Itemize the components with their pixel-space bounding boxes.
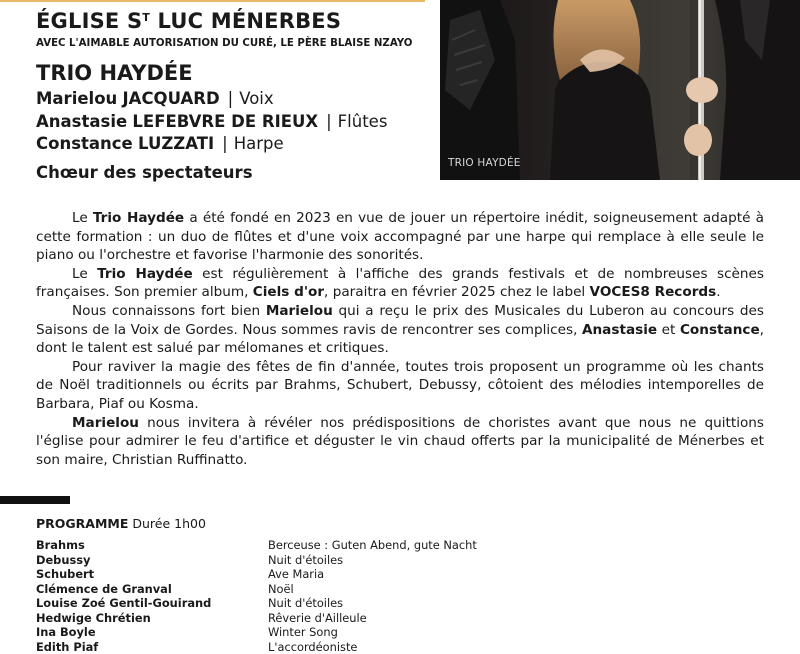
paragraph-text: Le	[72, 210, 93, 226]
highlight-text: Marielou	[72, 415, 139, 431]
church-title: ÉGLISE $S^T$ LUC MÉNERBES	[36, 9, 341, 33]
member-flute: Anastasie LEFEBVRE DE RIEUX | Flûtes	[36, 112, 387, 131]
program-work: L'accordéoniste	[268, 640, 357, 654]
program-composer: Edith Piaf	[36, 640, 98, 654]
paragraph-text: et	[657, 322, 680, 338]
authorization-line: AVEC L'AIMABLE AUTORISATION DU CURÉ, LE PÈRE BLAISE NZAYO	[36, 38, 412, 49]
highlight-text: Anastasie	[582, 322, 657, 338]
paragraph	[36, 302, 764, 358]
section-divider	[0, 496, 70, 504]
trio-photo	[440, 0, 800, 180]
paragraph	[36, 209, 764, 265]
paragraph-text: nous invitera à révéler nos prédispositions de choristes avant que nous ne quittions l'église pour admirer le feu d'artifice et déguster le vin chaud offerts par la municipalité de Ménerbes et son maire, Christian Ruffinatto.	[36, 415, 764, 468]
program-composer: Brahms	[36, 538, 85, 552]
program-row	[36, 582, 736, 597]
highlight-text: VOCES8 Records	[590, 284, 717, 300]
paragraph-text: qui a reçu le prix des Musicales du Luberon au concours des Saisons de la Voix de Gordes. Nous sommes ravis de rencontrer ses complices,	[36, 303, 764, 338]
program-list	[36, 538, 736, 654]
highlight-text: Marielou	[266, 303, 333, 319]
program-composer: Hedwige Chrétien	[36, 611, 151, 625]
member-harp: Constance LUZZATI | Harpe	[36, 134, 284, 153]
presentation-text	[36, 209, 764, 469]
paragraph-text: Le	[72, 266, 97, 282]
photo-caption: TRIO HAYDÉE	[448, 157, 521, 169]
top-accent-rule	[0, 0, 425, 2]
trio-photo-illustration	[440, 0, 800, 180]
program-row	[36, 553, 736, 568]
program-row	[36, 567, 736, 582]
program-heading: PROGRAMME Durée 1h00	[36, 516, 206, 531]
program-composer: Debussy	[36, 553, 90, 567]
program-work: Ave Maria	[268, 567, 324, 581]
program-work: Winter Song	[268, 625, 338, 639]
program-work: Rêverie d'Ailleule	[268, 611, 367, 625]
program-row	[36, 640, 736, 654]
program-composer: Clémence de Granval	[36, 582, 172, 596]
paragraph-text: est régulièrement à l'affiche des grands festivals et de nombreuses scènes françaises. Son premier album,	[36, 266, 764, 301]
paragraph-text: , paraitra en février 2025 chez le label	[324, 284, 589, 300]
program-work: Nuit d'étoiles	[268, 553, 343, 567]
highlight-text: Trio Haydée	[97, 266, 193, 282]
program-row	[36, 625, 736, 640]
program-duration: Durée 1h00	[132, 516, 206, 531]
paragraph-text: Nous connaissons fort bien	[72, 303, 266, 319]
program-row	[36, 538, 736, 553]
program-work: Noël	[268, 582, 294, 596]
paragraph-text: a été fondé en 2023 en vue de jouer un répertoire inédit, soigneusement adapté à cette formation : un duo de flûtes et d'une voix accompagné par une harpe qui remplace à elle seule le piano ou l'orchestre et favorise l'harmonie des sonorités.	[36, 210, 764, 263]
paragraph-text: Pour raviver la magie des fêtes de fin d'année, toutes trois proposent un programme où les chants de Noël traditionnels ou écrits par Brahms, Schubert, Debussy, côtoient des mélodies intemporelles de Barbara, Piaf ou Kosma.	[36, 359, 764, 412]
program-row	[36, 596, 736, 611]
ensemble-title: TRIO HAYDÉE	[36, 61, 193, 85]
highlight-text: Constance	[680, 322, 760, 338]
program-composer: Schubert	[36, 567, 94, 581]
member-voice: Marielou JACQUARD | Voix	[36, 89, 274, 108]
highlight-text: Ciels d'or	[253, 284, 324, 300]
paragraph	[36, 265, 764, 302]
paragraph-text: .	[716, 284, 720, 300]
program-work: Berceuse : Guten Abend, gute Nacht	[268, 538, 477, 552]
paragraph	[36, 358, 764, 414]
paragraph	[36, 414, 764, 470]
program-composer: Ina Boyle	[36, 625, 96, 639]
paragraph-text: , dont le talent est salué par mélomanes et critiques.	[36, 322, 764, 357]
program-composer: Louise Zoé Gentil-Gouirand	[36, 596, 211, 610]
choir-line: Chœur des spectateurs	[36, 163, 253, 182]
highlight-text: Trio Haydée	[93, 210, 184, 226]
program-row	[36, 611, 736, 626]
program-work: Nuit d'étoiles	[268, 596, 343, 610]
